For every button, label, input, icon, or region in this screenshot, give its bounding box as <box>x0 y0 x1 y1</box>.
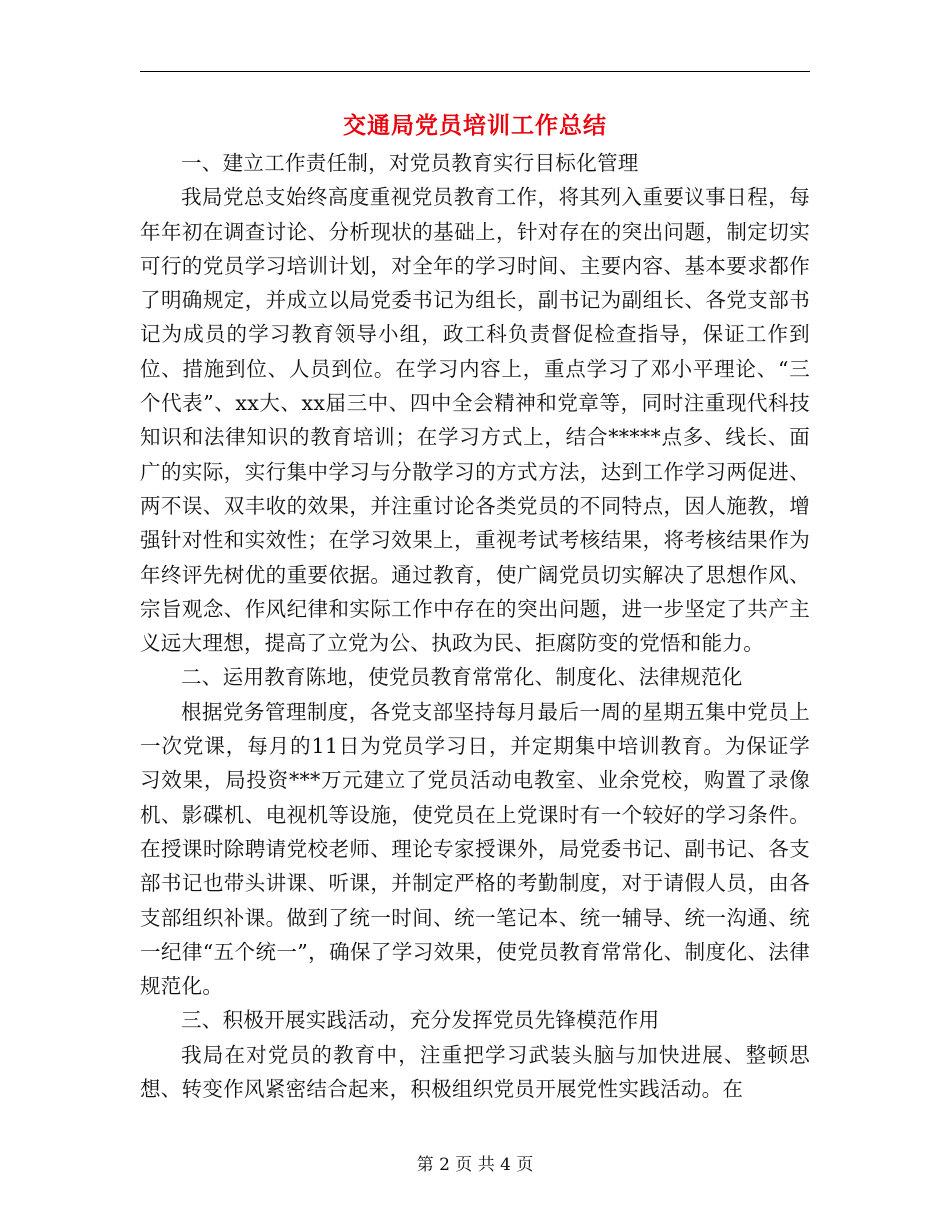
section-heading-2: 二、运用教育陈地，使党员教育常常化、制度化、法律规范化 <box>181 665 743 690</box>
page-number-footer: 第 2 页 共 4 页 <box>416 1155 534 1175</box>
document-body <box>140 146 810 1106</box>
body-paragraph-2: 根据党务管理制度，各党支部坚持每月最后一周的星期五集中党员上一次党课，每月的11日为党员学习日，并定期集中培训教育。为保证学习效果，局投资***万元建立了党员活动电教室、业余党校，购置了录像机、影碟机、电视机等设施，使党员在上党课时有一个较好的学习条件。在授课时除聘请党校老师、理论专家授课外，局党委书记、副书记、各支部书记也带头讲课、听课，并制定严格的考勤制度，对于请假人员，由各支部组织补课。做到了统一时间、统一笔记本、统一辅导、统一沟通、统一纪律“五个统一”，确保了学习效果，使党员教育常常化、制度化、法律规范化。 <box>140 699 810 999</box>
section-heading-3: 三、积极开展实践活动，充分发挥党员先锋模范作用 <box>181 1008 660 1033</box>
document-title: 交通局党员培训工作总结 <box>343 112 607 139</box>
header-rule <box>140 71 810 72</box>
body-paragraph-3: 我局在对党员的教育中，注重把学习武装头脑与加快进展、整顿思想、转变作风紧密结合起来，积极组织党员开展党性实践活动。在 <box>140 1042 810 1102</box>
section-heading-1: 一、建立工作责任制，对党员教育实行目标化管理 <box>181 151 639 175</box>
body-paragraph-1: 我局党总支始终高度重视党员教育工作，将其列入重要议事日程，每年年初在调查讨论、分析现状的基础上，针对存在的突出问题，制定切实可行的党员学习培训计划，对全年的学习时间、主要内容、基本要求都作了明确规定，并成立以局党委书记为组长，副书记为副组长、各党支部书记为成员的学习教育领导小组，政工科负责督促检查指导，保证工作到位、措施到位、人员到位。在学习内容上，重点学习了邓小平理论、“三个代表”、xx大、xx届三中、四中全会精神和党章等，同时注重现代科技知识和法律知识的教育培训；在学习方式上，结合*****点多、线长、面广的实际，实行集中学习与分散学习的方式方法，达到工作学习两促进、两不误、双丰收的效果，并注重讨论各类党员的不同特点，因人施教，增强针对性和实效性；在学习效果上，重视考试考核结果，将考核结果作为年终评先树优的重要依据。通过教育，使广阔党员切实解决了思想作风、宗旨观念、作风纪律和实际工作中存在的突出问题，进一步坚定了共产主义远大理想，提高了立党为公、执政为民、拒腐防变的党悟和能力。 <box>140 185 810 656</box>
